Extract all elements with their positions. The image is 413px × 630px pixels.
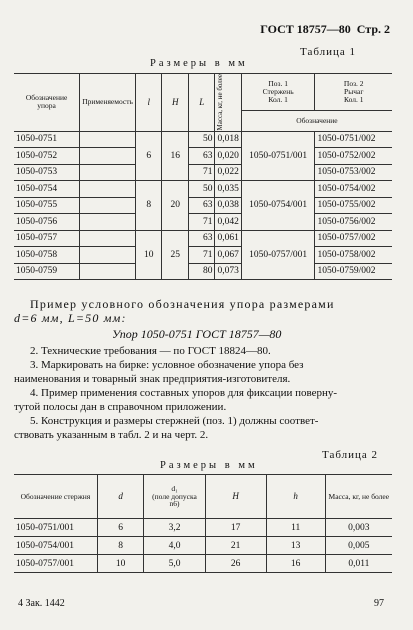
cell-l: 6 [135,131,162,181]
para-5a: 5. Конструкция и размеры стержней (поз. 1) должны соответ- [30,415,319,427]
cell-L: 63 [188,230,215,247]
page-header [0,22,390,37]
cell-code: 1050-0754/001 [14,537,97,555]
cell-code: 1050-0754 [14,181,80,198]
cell-h: 25 [162,230,189,280]
cell-code: 1050-0755 [14,197,80,214]
cell-l: 8 [135,181,162,231]
para-5b: ствовать указанным в табл. 2 и на черт. 2. [14,429,209,441]
cell-rod: 1050-0757/001 [241,230,315,280]
cell-applicability [80,247,136,264]
cell-mass: 0,061 [215,230,241,247]
th-h: H [162,74,189,132]
t2-th-mass: Масса, кг, не более [325,475,392,519]
cell-applicability [80,263,136,280]
th-applicability [80,74,136,132]
cell-d1: 4,0 [144,537,205,555]
cell-lever: 1050-0756/002 [315,214,392,231]
table1-body [14,131,392,280]
cell-applicability [80,197,136,214]
cell-L: 71 [188,164,215,181]
th-mass [215,74,241,132]
cell-mass: 0,003 [325,519,392,537]
para-3b: наименования и товарный знак предприятия-изготовителя. [14,373,291,385]
cell-h: 21 [205,537,266,555]
cell-applicability [80,148,136,165]
cell-d1: 3,2 [144,519,205,537]
cell-mass: 0,038 [215,197,241,214]
cell-L: 71 [188,214,215,231]
cell-d: 8 [97,537,144,555]
table-row [14,181,392,198]
t2-th-hh: h [266,475,325,519]
cell-hh: 16 [266,555,325,573]
cell-d: 10 [97,555,144,573]
cell-d1: 5,0 [144,555,205,573]
cell-lever: 1050-0755/002 [315,197,392,214]
table-row [14,197,392,214]
cell-applicability [80,164,136,181]
th-pos2: Поз. 2 Рычаг Кол. 1 [315,74,392,111]
para-4b: тутой полосы дан в справочном приложении. [14,401,227,413]
cell-L: 50 [188,181,215,198]
cell-l: 10 [135,230,162,280]
cell-code: 1050-0757 [14,230,80,247]
cell-lever: 1050-0754/002 [315,181,392,198]
para-2: 2. Технические требования — по ГОСТ 18824—80. [30,345,271,357]
cell-mass: 0,018 [215,131,241,148]
cell-lever: 1050-0757/002 [315,230,392,247]
cell-code: 1050-0753 [14,164,80,181]
table-row [14,230,392,247]
cell-h: 20 [162,181,189,231]
th-pos1: Поз. 1 Стержень Кол. 1 [241,74,315,111]
table1-dims: Размеры в мм [150,58,248,69]
th-mass-text: Масса, кг, не более [216,74,225,131]
t2-th-designation: Обозначение стержня [14,475,97,519]
para-3a: 3. Маркировать на бирке: условное обозначение упора без [30,359,304,371]
th-l: l [135,74,162,132]
th-L: L [188,74,215,132]
cell-hh: 11 [266,519,325,537]
example-code: Упор 1050-0751 ГОСТ 18757—80 [112,327,282,341]
table-row [14,263,392,280]
example-line1: Пример условного обозначения упора размерами [30,297,335,311]
footer-right: 97 [374,598,384,609]
cell-lever: 1050-0759/002 [315,263,392,280]
cell-h: 16 [162,131,189,181]
table-row [14,519,392,537]
table2-dims: Размеры в мм [160,460,258,471]
cell-mass: 0,011 [325,555,392,573]
gost-number: ГОСТ 18757—80 [260,22,351,36]
cell-rod: 1050-0754/001 [241,181,315,231]
cell-lever: 1050-0752/002 [315,148,392,165]
cell-h: 26 [205,555,266,573]
cell-mass: 0,005 [325,537,392,555]
para-4a: 4. Пример применения составных упоров для фиксации поверну- [30,387,338,399]
table-row [14,555,392,573]
cell-mass: 0,020 [215,148,241,165]
t2-th-d1: d₁ (поле допуска n6) [144,475,205,519]
cell-code: 1050-0756 [14,214,80,231]
cell-mass: 0,022 [215,164,241,181]
cell-applicability [80,214,136,231]
table1-caption: Таблица 1 [300,46,357,58]
table-row [14,148,392,165]
cell-code: 1050-0751/001 [14,519,97,537]
th-applicability-text: Применяемость [82,97,133,107]
cell-L: 63 [188,148,215,165]
th-designation-sub: Обозначение [241,110,392,131]
cell-code: 1050-0759 [14,263,80,280]
page-number: Стр. 2 [356,22,390,36]
table-2 [14,474,392,573]
cell-mass: 0,073 [215,263,241,280]
table-1 [14,73,392,280]
table2-body [14,519,392,573]
cell-code: 1050-0752 [14,148,80,165]
cell-code: 1050-0751 [14,131,80,148]
table-row [14,164,392,181]
table-row [14,537,392,555]
t2-th-h: H [205,475,266,519]
cell-code: 1050-0757/001 [14,555,97,573]
cell-mass: 0,035 [215,181,241,198]
footer-left: 4 Зак. 1442 [18,598,65,609]
cell-applicability [80,230,136,247]
cell-h: 17 [205,519,266,537]
cell-lever: 1050-0751/002 [315,131,392,148]
cell-L: 80 [188,263,215,280]
cell-mass: 0,042 [215,214,241,231]
th-designation: Обозначение упора [14,74,80,132]
cell-L: 50 [188,131,215,148]
cell-rod: 1050-0751/001 [241,131,315,181]
cell-lever: 1050-0758/002 [315,247,392,264]
table-row [14,247,392,264]
cell-L: 63 [188,197,215,214]
cell-applicability [80,181,136,198]
table2-caption: Таблица 2 [322,449,379,461]
table-row [14,131,392,148]
t2-th-d: d [97,475,144,519]
cell-d: 6 [97,519,144,537]
table-row [14,214,392,231]
cell-lever: 1050-0753/002 [315,164,392,181]
cell-applicability [80,131,136,148]
cell-L: 71 [188,247,215,264]
cell-mass: 0,067 [215,247,241,264]
cell-hh: 13 [266,537,325,555]
example-line2: d=6 мм, L=50 мм: [14,311,127,325]
cell-code: 1050-0758 [14,247,80,264]
